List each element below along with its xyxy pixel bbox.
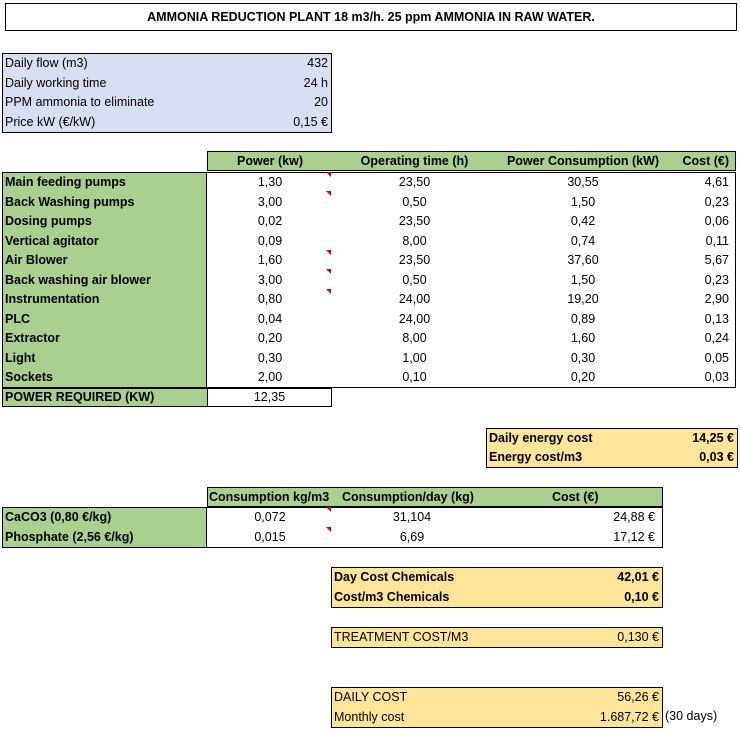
comment-indicator[interactable] [326,191,331,196]
param-label: Price kW (€/kW) [5,114,96,129]
param-row-daily-flow[interactable] [3,54,331,74]
daily-cost-box [331,687,663,728]
comment-indicator[interactable] [326,269,331,274]
comment-indicator[interactable] [326,289,331,294]
treatment-cost-label: TREATMENT COST/M3 [334,630,469,644]
header-operating-time: Operating time (h) [360,154,469,168]
param-value: 24 h [303,75,328,90]
operating-time-value[interactable]: 8,00 [402,233,427,248]
equipment-name[interactable]: Air Blower [5,253,68,267]
monthly-cost-note: (30 days) [665,709,718,723]
cost-value[interactable]: 2,90 [704,292,729,306]
cost-value[interactable]: 0,03 [704,370,729,384]
daily-cost-label: DAILY COST [334,690,408,704]
chemical-cost-box [331,567,663,608]
equipment-name[interactable]: PLC [5,311,30,326]
param-row-price[interactable] [3,113,331,133]
cost-value[interactable]: 0,13 [704,311,729,326]
comment-indicator[interactable] [326,250,331,255]
day-cost-chemicals-label: Day Cost Chemicals [334,570,455,584]
monthly-cost-label: Monthly cost [334,709,405,724]
chem-table-header [207,487,663,507]
power-required-value: 12,35 [253,390,286,404]
cost-value[interactable]: 0,23 [704,272,729,287]
param-label: Daily working time [5,75,107,90]
power-value[interactable]: 0,04 [257,311,283,326]
power-consumption-value[interactable]: 0,89 [570,311,596,326]
header-power-consumption: Power Consumption (kW) [506,154,660,168]
equipment-name[interactable]: Light [5,350,36,365]
param-label: PPM ammonia to eliminate [5,95,155,109]
energy-cost-box [486,428,738,468]
param-value: 432 [307,56,328,70]
power-consumption-value[interactable]: 0,20 [570,370,596,384]
power-consumption-value[interactable]: 19,20 [567,292,599,306]
daily-energy-cost-label: Daily energy cost [489,431,593,445]
power-table-header [207,151,736,171]
equipment-name[interactable]: Back washing air blower [5,272,151,287]
power-value[interactable]: 3,00 [257,194,283,209]
cost-value[interactable]: 0,24 [704,331,729,345]
chem-consumption-value[interactable]: 0,072 [254,510,286,524]
param-row-working-time[interactable] [3,74,331,94]
header-consumption-kg-m3: Consumption kg/m3 [209,490,330,504]
equipment-name[interactable]: Vertical agitator [5,233,99,248]
header-power: Power (kw) [237,154,303,168]
header-cost: Cost (€) [682,154,729,168]
energy-cost-m3-value[interactable]: 0,03 € [699,450,734,464]
header-chem-cost: Cost (€) [552,490,599,504]
monthly-cost-value[interactable]: 1.687,72 € [599,709,659,724]
operating-time-value[interactable]: 23,50 [398,175,431,189]
power-consumption-value[interactable]: 1,60 [570,331,596,345]
power-required-value-cell[interactable] [207,388,332,407]
chemical-name[interactable]: Phosphate (2,56 €/kg) [5,529,134,544]
cost-value[interactable]: 0,11 [705,233,729,248]
operating-time-value[interactable]: 0,50 [402,272,427,287]
power-consumption-value[interactable]: 30,55 [567,175,599,189]
chem-cost-value[interactable]: 24,88 € [613,510,655,524]
operating-time-value[interactable]: 24,00 [398,311,431,326]
power-consumption-value[interactable]: 0,74 [570,233,596,248]
power-value[interactable]: 2,00 [257,370,283,384]
comment-indicator[interactable] [326,527,331,532]
power-value[interactable]: 0,20 [257,331,283,345]
operating-time-value[interactable]: 0,50 [402,194,427,209]
comment-indicator[interactable] [326,507,331,512]
power-value[interactable]: 0,02 [257,214,283,228]
treatment-cost-box [331,627,663,648]
power-consumption-value[interactable]: 1,50 [570,194,596,209]
daily-cost-value[interactable]: 56,26 € [617,690,659,704]
comment-indicator[interactable] [326,172,331,177]
power-value[interactable]: 3,00 [257,272,283,287]
sheet-title: AMMONIA REDUCTION PLANT 18 m3/h. 25 ppm AMMONIA IN RAW WATER. [5,3,737,31]
chemical-name[interactable]: CaCO3 (0,80 €/kg) [5,510,112,524]
param-value: 0,15 € [293,114,328,129]
operating-time-value[interactable]: 0,10 [402,370,427,384]
power-required-label: POWER REQUIRED (KW) [5,390,155,404]
equipment-name[interactable]: Sockets [5,370,53,384]
power-value[interactable]: 1,60 [257,253,283,267]
param-value: 20 [314,95,328,109]
power-value[interactable]: 1,30 [257,175,283,189]
operating-time-value[interactable]: 24,00 [398,292,431,306]
power-consumption-value[interactable]: 0,42 [570,214,596,228]
treatment-cost-value[interactable]: 0,130 € [617,630,659,644]
header-consumption-day: Consumption/day (kg) [342,490,474,504]
cost-value[interactable]: 5,67 [704,253,729,267]
power-value[interactable]: 0,30 [257,350,283,365]
power-table [2,172,736,388]
operating-time-value[interactable]: 1,00 [402,350,427,365]
operating-time-value[interactable]: 8,00 [402,331,427,345]
power-value[interactable]: 0,09 [257,233,283,248]
cost-value[interactable]: 0,06 [704,214,729,228]
day-cost-chemicals-value[interactable]: 42,01 € [617,570,659,584]
chem-cost-value[interactable]: 17,12 € [613,529,655,544]
power-consumption-value[interactable]: 37,60 [567,253,599,267]
equipment-name[interactable]: Back Washing pumps [5,194,135,209]
energy-cost-m3-label: Energy cost/m3 [489,450,583,464]
cost-m3-chemicals-value[interactable]: 0,10 € [624,589,659,604]
operating-time-value[interactable]: 23,50 [398,253,431,267]
cost-m3-chemicals-label: Cost/m3 Chemicals [334,589,450,604]
operating-time-value[interactable]: 23,50 [398,214,431,228]
power-value[interactable]: 0,80 [257,292,283,306]
parameters-block [2,53,332,133]
equipment-name[interactable]: Dosing pumps [5,214,92,228]
power-required-label-cell[interactable] [2,388,208,407]
power-consumption-value[interactable]: 0,30 [570,350,596,365]
chem-per-day-value[interactable]: 31,104 [392,510,432,524]
equipment-name[interactable]: Instrumentation [5,292,100,306]
cost-value[interactable]: 4,61 [704,175,729,189]
equipment-name[interactable]: Main feeding pumps [5,175,126,189]
cost-value[interactable]: 0,05 [704,350,729,365]
chem-per-day-value[interactable]: 6,69 [399,529,425,544]
chem-table [2,507,663,548]
param-label: Daily flow (m3) [5,56,88,70]
power-consumption-value[interactable]: 1,50 [570,272,596,287]
cost-value[interactable]: 0,23 [704,194,729,209]
chem-consumption-value[interactable]: 0,015 [254,529,286,544]
param-row-ppm[interactable] [3,93,331,113]
equipment-name[interactable]: Extractor [5,331,60,345]
daily-energy-cost-value[interactable]: 14,25 € [692,431,734,445]
